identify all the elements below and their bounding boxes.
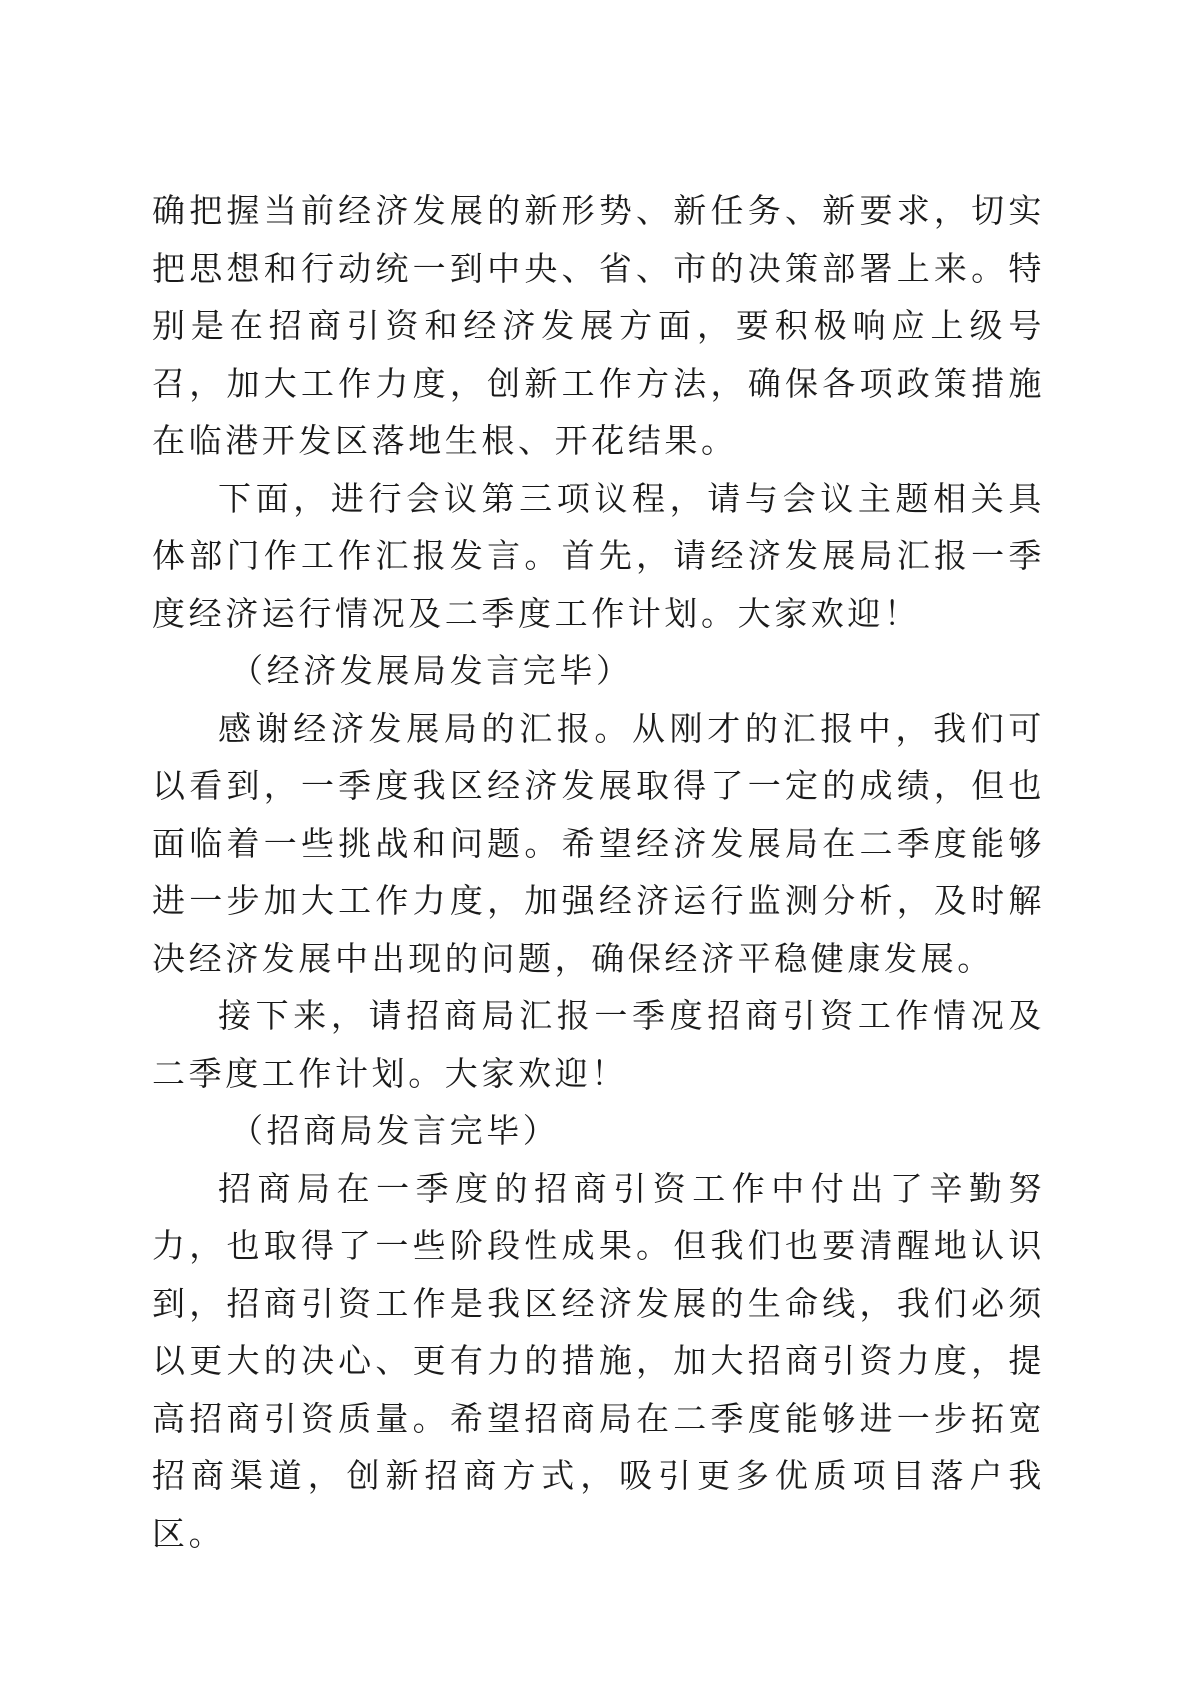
paragraph-investment-bureau-response: 招商局在一季度的招商引资工作中付出了辛勤努力，也取得了一些阶段性成果。但我们也要清醒地认识到，招商引资工作是我区经济发展的生命线，我们必须以更大的决心、更有力的措施，加大招商引资力度，提高招商引资质量。希望招商局在二季度能够进一步拓宽招商渠道，创新招商方式，吸引更多优质项目落户我区。 (152, 1168, 1045, 1553)
paragraph-investment-bureau-intro: 接下来，请招商局汇报一季度招商引资工作情况及二季度工作计划。大家欢迎！ (152, 996, 1045, 1093)
paragraph-continued: 确把握当前经济发展的新形势、新任务、新要求，切实把思想和行动统一到中央、省、市的决策部署上来。特别是在招商引资和经济发展方面，要积极响应上级号召，加大工作力度，创新工作方法，确保各项政策措施在临港开发区落地生根、开花结果。 (152, 191, 1045, 460)
document-body (152, 182, 1045, 1562)
paragraph-economic-bureau-response: 感谢经济发展局的汇报。从刚才的汇报中，我们可以看到，一季度我区经济发展取得了一定的成绩，但也面临着一些挑战和问题。希望经济发展局在二季度能够进一步加大工作力度，加强经济运行监测分析，及时解决经济发展中出现的问题，确保经济平稳健康发展。 (152, 708, 1045, 978)
paragraph-agenda-item-three: 下面，进行会议第三项议程，请与会议主题相关具体部门作工作汇报发言。首先，请经济发展局汇报一季度经济运行情况及二季度工作计划。大家欢迎！ (152, 478, 1045, 633)
stage-note-economic-bureau: （经济发展局发言完毕） (230, 651, 633, 690)
stage-note-investment-bureau: （招商局发言完毕） (230, 1111, 560, 1150)
